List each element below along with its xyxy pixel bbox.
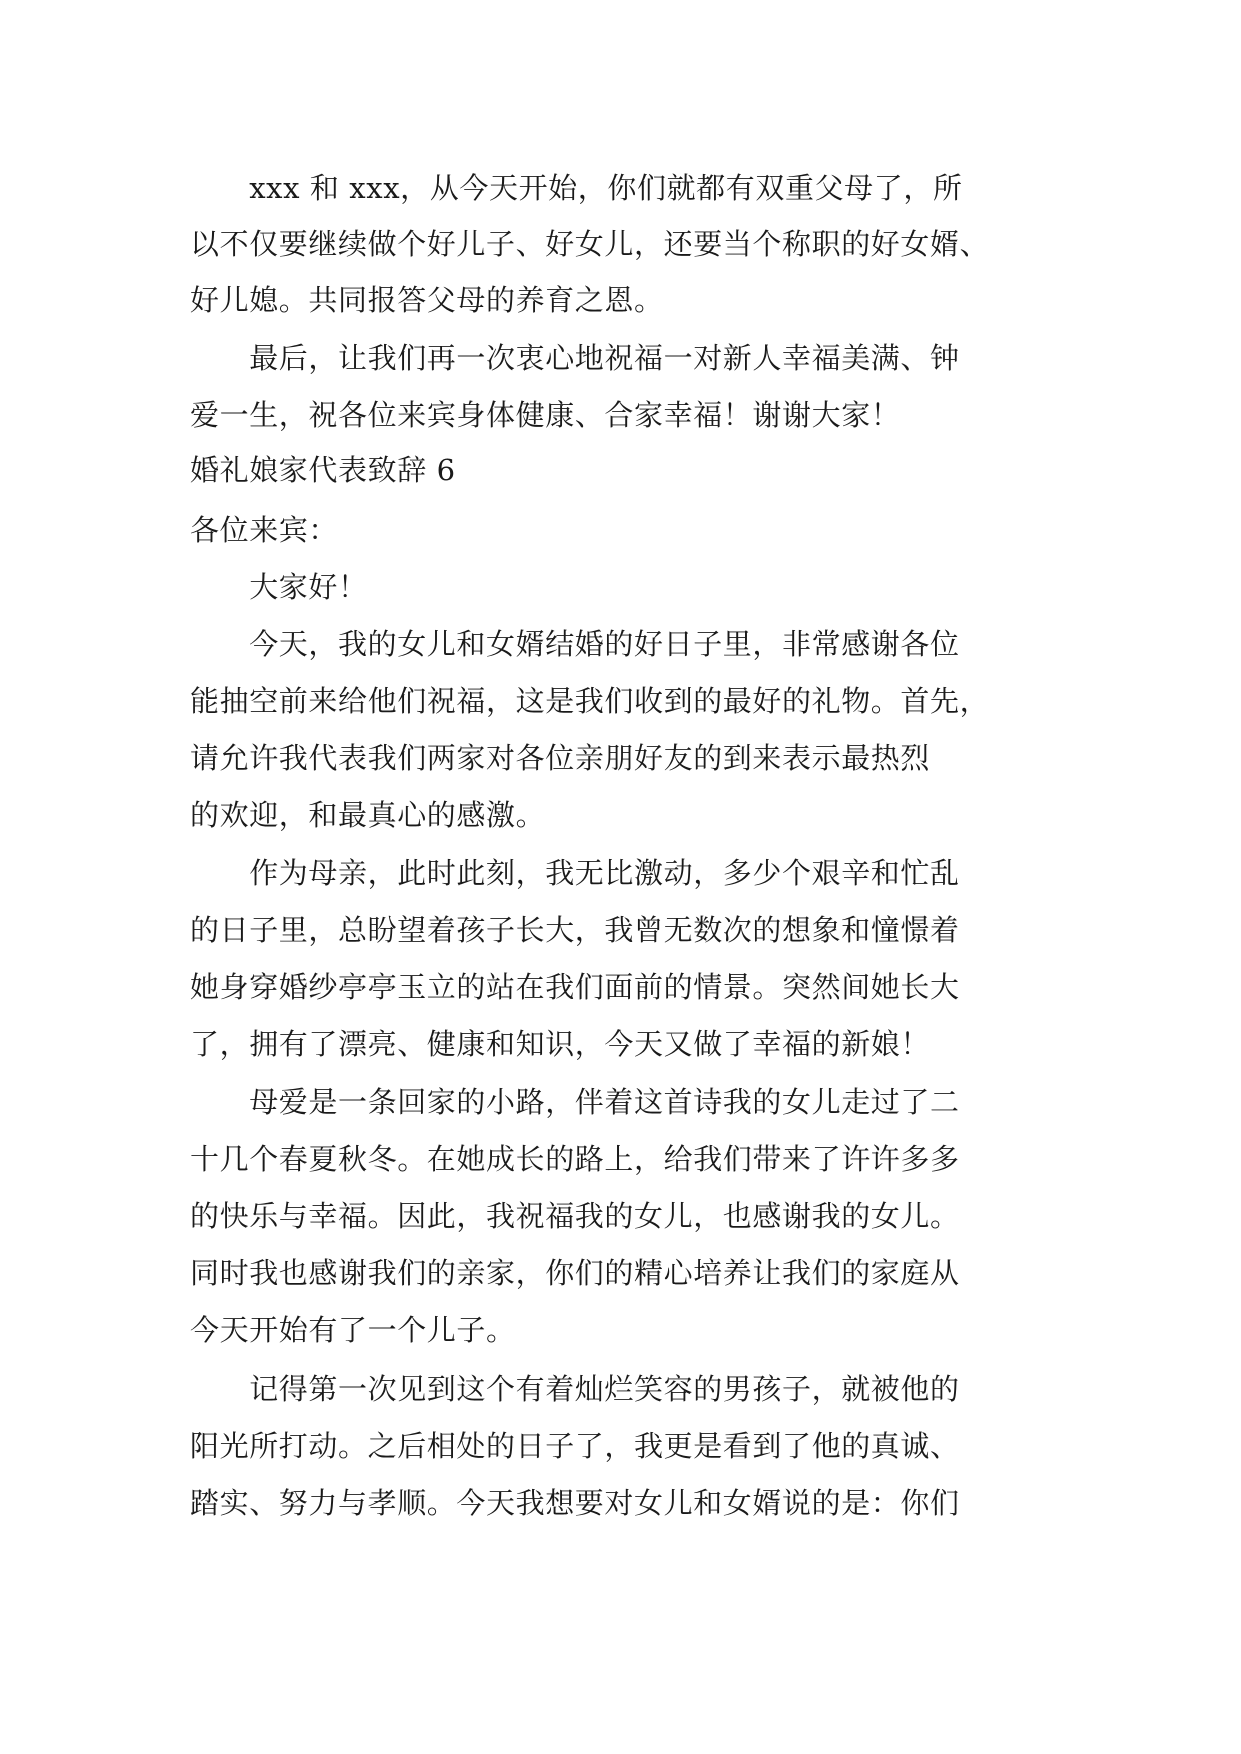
text-line: 能抽空前来给他们祝福，这是我们收到的最好的礼物。首先， [190, 684, 990, 718]
text-line: 的快乐与幸福。因此，我祝福我的女儿，也感谢我的女儿。 [190, 1199, 960, 1233]
text-line: 今天，我的女儿和女婿结婚的好日子里，非常感谢各位 [190, 627, 960, 661]
text-line: 爱一生，祝各位来宾身体健康、合家幸福！谢谢大家！ [190, 398, 901, 432]
text-line: 请允许我代表我们两家对各位亲朋好友的到来表示最热烈 [190, 741, 931, 775]
text-line: 十几个春夏秋冬。在她成长的路上，给我们带来了许许多多 [190, 1142, 960, 1176]
salutation: 各位来宾： [190, 513, 339, 547]
text-line: 母爱是一条回家的小路，伴着这首诗我的女儿走过了二 [190, 1085, 960, 1119]
text-line: 以不仅要继续做个好儿子、好女儿，还要当个称职的好女婿、 [190, 227, 990, 261]
section-heading: 婚礼娘家代表致辞 6 [190, 453, 456, 487]
text-line: 的日子里，总盼望着孩子长大，我曾无数次的想象和憧憬着 [190, 913, 960, 947]
text-line: 最后，让我们再一次衷心地祝福一对新人幸福美满、钟 [190, 341, 960, 375]
text-line: 阳光所打动。之后相处的日子了，我更是看到了他的真诚、 [190, 1429, 960, 1463]
text-line: 了，拥有了漂亮、健康和知识，今天又做了幸福的新娘！ [190, 1027, 931, 1061]
text-line: 作为母亲，此时此刻，我无比激动，多少个艰辛和忙乱 [190, 856, 960, 890]
text-line: 好儿媳。共同报答父母的养育之恩。 [190, 283, 664, 317]
text-line: 她身穿婚纱亭亭玉立的站在我们面前的情景。突然间她长大 [190, 970, 960, 1004]
text-line: 大家好！ [190, 570, 368, 604]
text-line: 记得第一次见到这个有着灿烂笑容的男孩子，就被他的 [190, 1372, 960, 1406]
text-line: 同时我也感谢我们的亲家，你们的精心培养让我们的家庭从 [190, 1256, 960, 1290]
text-line: xxx 和 xxx，从今天开始，你们就都有双重父母了，所 [190, 171, 963, 205]
text-line: 今天开始有了一个儿子。 [190, 1313, 516, 1347]
text-line: 的欢迎，和最真心的感激。 [190, 798, 546, 832]
text-line: 踏实、努力与孝顺。今天我想要对女儿和女婿说的是：你们 [190, 1486, 960, 1520]
